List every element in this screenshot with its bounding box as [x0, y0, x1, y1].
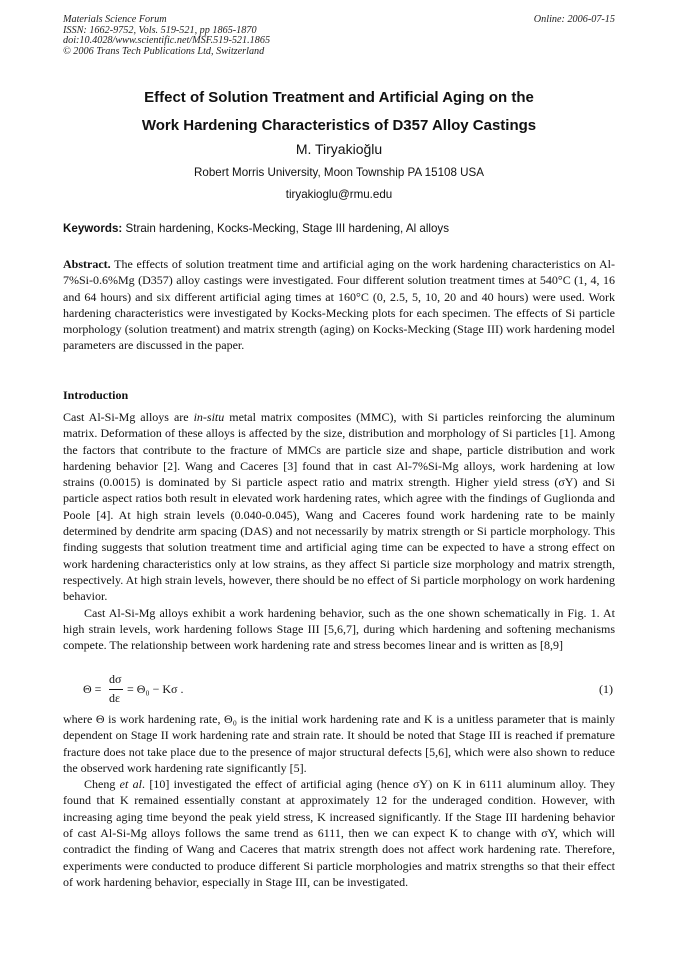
abstract: [63, 256, 615, 354]
equation-denominator: dε: [109, 691, 121, 705]
equation-lhs: Θ =: [83, 682, 102, 696]
equation-numerator: dσ: [109, 672, 122, 686]
p4-text-b: . [10] investigated the effect of artificial aging (hence σY) on K in 6111 aluminum alloy. They found that K remained essentially constant at approximately 12 for the underaged condition. However, with increasing aging time beyond the peak yield stress, K increased significantly. If the Stage III hardening behavior of cast Al-Si-Mg alloys follows the same trend as 6111, then we can expect K to change with σY, which will contradict the finding of Wang and Caceres that matrix strength does not affect work hardening rate. Therefore, experiments were conducted to produce different Si particle morphologies and matrix strengths so that their effect of work hardening behavior, especially in Stage III, can be investigated.: [63, 777, 615, 889]
paragraph-3: where Θ is work hardening rate, Θ₀ is the initial work hardening rate and K is a unitless parameter that is mainly dependent on Stage II work hardening rate and strain rate. It should be noted that Stage III is reached if premature fracture does not take place due to the presence of major structural defects [5,6], which were also shown to reduce the observed work hardening rate significantly [5].: [63, 712, 615, 775]
equation-1: [63, 672, 615, 705]
affiliation: Robert Morris University, Moon Township PA 15108 USA: [194, 166, 484, 179]
abstract-label: Abstract.: [63, 257, 111, 271]
post-equation-body: [63, 711, 615, 890]
equation-number: (1): [599, 682, 613, 696]
paper-title-line-1: Effect of Solution Treatment and Artificial Aging on the: [144, 89, 534, 106]
p1-text-a: Cast Al-Si-Mg alloys are: [63, 410, 194, 424]
online-date: Online: 2006-07-15: [533, 14, 615, 25]
issn-line: ISSN: 1662-9752, Vols. 519-521, pp 1865-1870: [63, 24, 257, 36]
author: M. Tiryakioğlu: [295, 141, 383, 157]
equation-rhs: = Θ₀ − Kσ .: [127, 682, 184, 696]
paragraph-1: [63, 409, 615, 605]
intro-body: [63, 409, 615, 653]
journal-header: [63, 15, 270, 57]
keywords-text: Strain hardening, Kocks-Mecking, Stage III hardening, Al alloys: [122, 222, 450, 235]
p4-italic: et al: [119, 777, 143, 792]
copyright-line: © 2006 Trans Tech Publications Ltd, Switzerland: [63, 45, 265, 57]
p1-text-b: metal matrix composites (MMC), with Si particles reinforcing the aluminum matrix. Deformation of these alloys is affected by the size, distribution and morphology of Si particles [1]. Among the factors that contribute to the fracture of MMCs are particle size and shape, particle distribution and work hardening behavior [2]. Wang and Caceres [3] found that in cast Al-7%Si-Mg alloys, work hardening at low strains (0.0015) is dominated by Si particle aspect ratio and matrix strength. Higher yield stress (σY) and Si particle aspect ratios both result in elevated work hardening rates, which agree with the findings of Guglionda and Poole [4]. At high strain levels (0.040-0.045), Wang and Caceres found work hardening rate to be mainly determined by dendrite arm spacing (DAS) and not necessarily by matrix strength or Si particle morphology. This finding suggests that solution treatment time and artificial aging time can be expected to have a strong effect on work hardening characteristics only at low strains, as they affect Si particle size morphology and matrix strength, respectively. At high strain levels, however, there should be no effect of Si particle morphology on work hardening behavior.: [63, 410, 616, 604]
fraction-bar: [109, 689, 123, 690]
p1-italic: in-situ: [193, 410, 225, 424]
p4-text-a: Cheng: [84, 777, 120, 792]
keywords: [63, 221, 615, 237]
keywords-label: Keywords:: [63, 222, 123, 235]
paragraph-4: [63, 776, 615, 890]
paragraph-2: Cast Al-Si-Mg alloys exhibit a work hardening behavior, such as the one shown schematically in Fig. 1. At high strain levels, work hardening follows Stage III [5,6,7], during which hardening and softening mechanisms compete. The relationship between work hardening rate and stress becomes linear and is written as [8,9]: [63, 605, 615, 653]
paper-title-line-2: Work Hardening Characteristics of D357 Alloy Castings: [141, 117, 537, 134]
doi-line: doi:10.4028/www.scientific.net/MSF.519-521.1865: [63, 35, 271, 47]
section-heading-introduction: Introduction: [63, 388, 129, 402]
email: tiryakioglu@rmu.edu: [285, 188, 393, 201]
journal-name: Materials Science Forum: [63, 14, 167, 25]
abstract-text: The effects of solution treatment time and artificial aging on the work hardening characteristics on Al-7%Si-0.6%Mg (D357) alloy castings were investigated. Four different solution treatment times at 540°C (1, 4, 16 and 64 hours) and six different artificial aging times at 160°C (0, 2.5, 5, 10, 20 and 40 hours) were used. Work hardening characteristics were investigated by Kocks-Mecking plots for each specimen. The effects of Si particle morphology (solution treatment) and matrix strength (aging) on Kocks-Mecking (Stage III) work hardening model parameters are discussed in the paper.: [63, 257, 615, 353]
